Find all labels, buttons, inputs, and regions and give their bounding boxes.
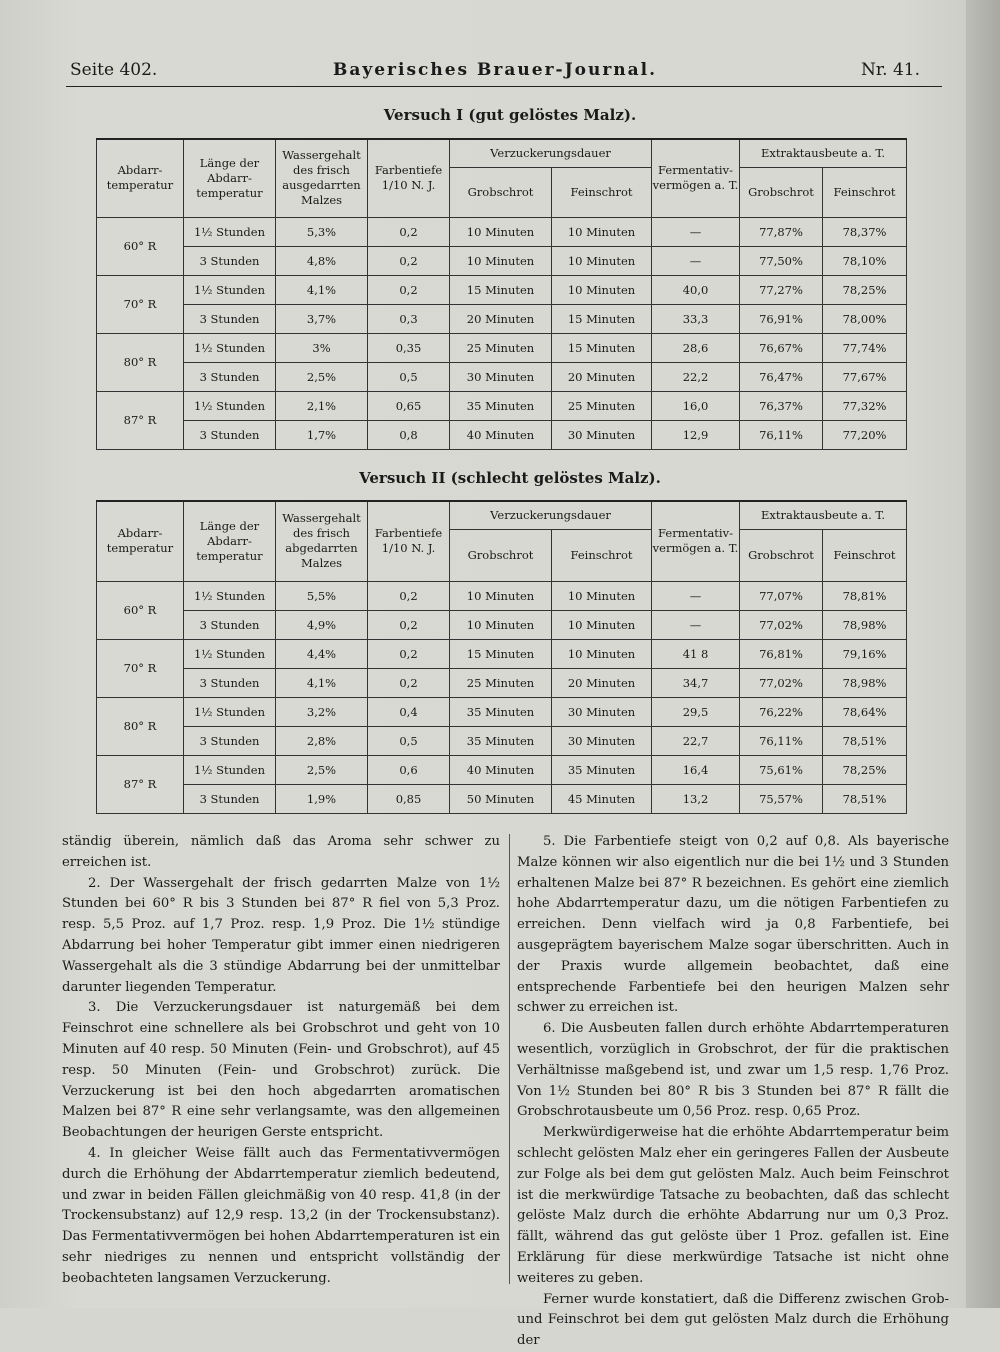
cell-fermentativ: 41 8: [652, 639, 740, 668]
cell-fermentativ: 13,2: [652, 784, 740, 813]
cell-fermentativ: 16,4: [652, 755, 740, 784]
cell-farbentiefe: 0,2: [368, 217, 450, 246]
cell-verzuckerung-fein: 20 Minuten: [552, 668, 652, 697]
cell-fermentativ: 22,2: [652, 362, 740, 391]
cell-farbentiefe: 0,2: [368, 581, 450, 610]
table-row: [97, 304, 907, 333]
cell-extrakt-fein: 78,98%: [823, 668, 907, 697]
cell-verzuckerung-fein: 10 Minuten: [552, 639, 652, 668]
cell-extrakt-fein: 77,32%: [823, 391, 907, 420]
text-column-left: [62, 832, 500, 1290]
cell-extrakt-grob: 75,61%: [740, 755, 823, 784]
cell-extrakt-fein: 78,51%: [823, 726, 907, 755]
table-row: [97, 697, 907, 726]
cell-fermentativ: —: [652, 610, 740, 639]
header-extrakt-grobschrot: Grobschrot: [740, 167, 823, 217]
header-fermentativvermoegen: Fermentativ-vermögen a. T.: [652, 139, 740, 217]
cell-verzuckerung-grob: 15 Minuten: [450, 639, 552, 668]
cell-verzuckerung-fein: 35 Minuten: [552, 755, 652, 784]
paragraph: 6. Die Ausbeuten fallen durch erhöhte Abdarrtemperaturen wesentlich, vorzüglich in Grobschrot, der für die praktischen Verhältnisse maßgebend ist, und zwar um 1,5 resp. 1,76 Proz. Von 1½ Stunden bei 80° R bis 3 Stunden bei 87° R fällt die Grobschrotausbeute um 0,56 Proz. resp. 0,65 Proz.: [517, 1021, 949, 1120]
cell-verzuckerung-fein: 30 Minuten: [552, 697, 652, 726]
paragraph: 5. Die Farbentiefe steigt von 0,2 auf 0,8. Als bayerische Malze können wir also eigentlich nur die bei 1½ und 3 Stunden erhaltenen Malze bei 87° R bezeichnen. Es gehört eine ziemlich hohe Abdarrtemperatur dazu, um die nötigen Farbentiefen zu erreichen. Denn vielfach wird ja 0,8 Farbentiefe, bei ausgeprägtem bayerischem Malze sogar überschritten. Auch in der Praxis wurde allgemein beobachtet, daß eine entsprechende Farbentiefe bei den heurigen Malzen sehr schwer zu erreichen ist.: [517, 834, 949, 1016]
cell-extrakt-fein: 78,25%: [823, 755, 907, 784]
cell-extrakt-grob: 76,81%: [740, 639, 823, 668]
cell-wassergehalt: 4,1%: [276, 668, 368, 697]
cell-fermentativ: 34,7: [652, 668, 740, 697]
cell-laenge: 1½ Stunden: [184, 581, 276, 610]
cell-wassergehalt: 1,7%: [276, 420, 368, 449]
cell-abdarrtemperatur: 60° R: [97, 217, 184, 275]
cell-verzuckerung-fein: 10 Minuten: [552, 246, 652, 275]
cell-extrakt-fein: 78,37%: [823, 217, 907, 246]
cell-wassergehalt: 5,5%: [276, 581, 368, 610]
cell-fermentativ: —: [652, 246, 740, 275]
table-row: [97, 391, 907, 420]
cell-fermentativ: —: [652, 581, 740, 610]
paragraph: 2. Der Wassergehalt der frisch gedarrten Malze von 1½ Stunden bei 60° R bis 3 Stunden bei 87° R fiel von 5,3 Proz. resp. 5,5 Proz. auf 1,7 Proz. resp. 1,9 Proz. Die 1½ stündige Abdarrung bei hoher Temperatur gibt immer einen niedrigeren Wassergehalt als die 3 stündige Abdarrung bei der unmittelbar darunter liegenden Temperatur.: [62, 875, 500, 995]
cell-extrakt-grob: 77,27%: [740, 275, 823, 304]
cell-verzuckerung-grob: 50 Minuten: [450, 784, 552, 813]
cell-wassergehalt: 1,9%: [276, 784, 368, 813]
journal-title: Bayerisches Brauer-Journal.: [332, 60, 658, 80]
cell-farbentiefe: 0,8: [368, 420, 450, 449]
table-row: [97, 755, 907, 784]
table-2: [96, 500, 907, 814]
table-1-title: Versuch I (gut gelöstes Malz).: [383, 106, 637, 124]
cell-verzuckerung-grob: 20 Minuten: [450, 304, 552, 333]
cell-verzuckerung-grob: 35 Minuten: [450, 697, 552, 726]
cell-verzuckerung-fein: 10 Minuten: [552, 610, 652, 639]
cell-farbentiefe: 0,6: [368, 755, 450, 784]
cell-verzuckerung-fein: 10 Minuten: [552, 217, 652, 246]
cell-laenge: 1½ Stunden: [184, 217, 276, 246]
paragraph: 3. Die Verzuckerungsdauer ist naturgemäß bei dem Feinschrot eine schnellere als bei Grobschrot und geht von 10 Minuten auf 40 resp. 50 Minuten (Fein- und Grobschrot), auf 45 resp. 50 Minuten (Fein- und Grobschrot) zurück. Die Verzuckerung ist bei den hoch abgedarrten aromatischen Malzen bei 87° R eine sehr verlangsamte, was den allgemeinen Beobachtungen der heurigen Gerste entspricht.: [62, 1000, 500, 1141]
cell-laenge: 3 Stunden: [184, 784, 276, 813]
table-row: [97, 726, 907, 755]
cell-extrakt-fein: 77,67%: [823, 362, 907, 391]
header-feinschrot: Feinschrot: [552, 167, 652, 217]
cell-farbentiefe: 0,65: [368, 391, 450, 420]
cell-extrakt-fein: 78,81%: [823, 581, 907, 610]
cell-extrakt-fein: 78,10%: [823, 246, 907, 275]
cell-wassergehalt: 2,5%: [276, 362, 368, 391]
header-feinschrot: Feinschrot: [552, 529, 652, 581]
cell-fermentativ: 33,3: [652, 304, 740, 333]
cell-extrakt-fein: 78,00%: [823, 304, 907, 333]
cell-wassergehalt: 2,1%: [276, 391, 368, 420]
header-extrakt-feinschrot: Feinschrot: [823, 167, 907, 217]
cell-abdarrtemperatur: 60° R: [97, 581, 184, 639]
cell-extrakt-grob: 77,87%: [740, 217, 823, 246]
table-row: [97, 217, 907, 246]
cell-laenge: 1½ Stunden: [184, 639, 276, 668]
header-verzuckerungsdauer: Verzuckerungsdauer: [450, 501, 652, 529]
header-grobschrot: Grobschrot: [450, 167, 552, 217]
cell-farbentiefe: 0,5: [368, 362, 450, 391]
cell-verzuckerung-grob: 10 Minuten: [450, 610, 552, 639]
header-extraktausbeute: Extraktausbeute a. T.: [740, 501, 907, 529]
cell-wassergehalt: 2,5%: [276, 755, 368, 784]
cell-extrakt-fein: 77,74%: [823, 333, 907, 362]
header-grobschrot: Grobschrot: [450, 529, 552, 581]
cell-laenge: 3 Stunden: [184, 304, 276, 333]
cell-verzuckerung-grob: 10 Minuten: [450, 581, 552, 610]
page-edge-shadow: [966, 0, 1000, 1308]
cell-verzuckerung-grob: 35 Minuten: [450, 391, 552, 420]
issue-number: Nr. 41.: [861, 60, 920, 80]
header-abdarrtemperatur: Abdarr-temperatur: [97, 139, 184, 217]
paragraph: 4. In gleicher Weise fällt auch das Fermentativvermögen durch die Erhöhung der Abdarrtemperatur ziemlich bedeutend, und zwar in beiden Fällen gleichmäßig von 40 resp. 41,8 (in der Trockensubstanz) auf 12,9 resp. 13,2 (in der Trockensubstanz). Das Fermentativvermögen bei hohen Abdarrtemperaturen ist ein sehr niedriges zu nennen und entspricht vollständig der beobachteten langsamen Verzuckerung.: [62, 1145, 500, 1286]
table-row: [97, 784, 907, 813]
cell-extrakt-fein: 78,25%: [823, 275, 907, 304]
cell-fermentativ: —: [652, 217, 740, 246]
table-row: [97, 362, 907, 391]
header-abdarrtemperatur: Abdarr-temperatur: [97, 501, 184, 581]
cell-abdarrtemperatur: 80° R: [97, 697, 184, 755]
cell-extrakt-grob: 77,07%: [740, 581, 823, 610]
cell-verzuckerung-fein: 30 Minuten: [552, 420, 652, 449]
table-row: [97, 275, 907, 304]
cell-extrakt-fein: 77,20%: [823, 420, 907, 449]
cell-laenge: 1½ Stunden: [184, 697, 276, 726]
cell-extrakt-fein: 78,98%: [823, 610, 907, 639]
cell-verzuckerung-fein: 10 Minuten: [552, 275, 652, 304]
cell-verzuckerung-grob: 25 Minuten: [450, 333, 552, 362]
table-1: [96, 138, 907, 450]
cell-extrakt-grob: 76,91%: [740, 304, 823, 333]
cell-farbentiefe: 0,85: [368, 784, 450, 813]
cell-fermentativ: 12,9: [652, 420, 740, 449]
cell-laenge: 1½ Stunden: [184, 391, 276, 420]
cell-extrakt-fein: 78,51%: [823, 784, 907, 813]
cell-wassergehalt: 4,8%: [276, 246, 368, 275]
header-verzuckerungsdauer: Verzuckerungsdauer: [450, 139, 652, 167]
cell-verzuckerung-grob: 15 Minuten: [450, 275, 552, 304]
header-farbentiefe: Farbentiefe 1/10 N. J.: [368, 139, 450, 217]
table-row: [97, 333, 907, 362]
cell-farbentiefe: 0,4: [368, 697, 450, 726]
cell-farbentiefe: 0,2: [368, 668, 450, 697]
cell-verzuckerung-fein: 45 Minuten: [552, 784, 652, 813]
cell-extrakt-grob: 75,57%: [740, 784, 823, 813]
table-2-title: Versuch II (schlecht gelöstes Malz).: [359, 469, 661, 487]
table-row: [97, 246, 907, 275]
cell-laenge: 3 Stunden: [184, 610, 276, 639]
cell-fermentativ: 28,6: [652, 333, 740, 362]
cell-extrakt-grob: 77,50%: [740, 246, 823, 275]
cell-verzuckerung-grob: 10 Minuten: [450, 246, 552, 275]
cell-extrakt-grob: 76,11%: [740, 726, 823, 755]
table-row: [97, 639, 907, 668]
cell-laenge: 3 Stunden: [184, 420, 276, 449]
cell-farbentiefe: 0,5: [368, 726, 450, 755]
table-2-body: [97, 581, 907, 813]
cell-laenge: 1½ Stunden: [184, 755, 276, 784]
cell-abdarrtemperatur: 70° R: [97, 639, 184, 697]
cell-wassergehalt: 2,8%: [276, 726, 368, 755]
cell-fermentativ: 16,0: [652, 391, 740, 420]
cell-wassergehalt: 3%: [276, 333, 368, 362]
table-row: [97, 420, 907, 449]
header-extrakt-feinschrot: Feinschrot: [823, 529, 907, 581]
cell-laenge: 3 Stunden: [184, 668, 276, 697]
cell-abdarrtemperatur: 70° R: [97, 275, 184, 333]
cell-verzuckerung-fein: 25 Minuten: [552, 391, 652, 420]
cell-farbentiefe: 0,2: [368, 246, 450, 275]
page-header: [70, 60, 920, 86]
cell-extrakt-grob: 76,11%: [740, 420, 823, 449]
cell-laenge: 1½ Stunden: [184, 275, 276, 304]
header-wassergehalt: Wassergehalt des frisch abgedarrten Malzes: [276, 501, 368, 581]
cell-verzuckerung-fein: 15 Minuten: [552, 304, 652, 333]
header-wassergehalt: Wassergehalt des frisch ausgedarrten Malzes: [276, 139, 368, 217]
cell-extrakt-grob: 76,37%: [740, 391, 823, 420]
cell-verzuckerung-fein: 15 Minuten: [552, 333, 652, 362]
table-1-body: [97, 217, 907, 449]
table-row: [97, 668, 907, 697]
paragraph: ständig überein, nämlich daß das Aroma sehr schwer zu erreichen ist.: [62, 834, 500, 870]
cell-wassergehalt: 4,1%: [276, 275, 368, 304]
header-extrakt-grobschrot: Grobschrot: [740, 529, 823, 581]
table-row: [97, 610, 907, 639]
cell-laenge: 3 Stunden: [184, 362, 276, 391]
cell-verzuckerung-fein: 30 Minuten: [552, 726, 652, 755]
cell-verzuckerung-fein: 20 Minuten: [552, 362, 652, 391]
cell-wassergehalt: 4,4%: [276, 639, 368, 668]
cell-fermentativ: 40,0: [652, 275, 740, 304]
cell-wassergehalt: 5,3%: [276, 217, 368, 246]
cell-extrakt-grob: 77,02%: [740, 668, 823, 697]
table-row: [97, 581, 907, 610]
cell-extrakt-grob: 76,67%: [740, 333, 823, 362]
cell-laenge: 1½ Stunden: [184, 333, 276, 362]
cell-farbentiefe: 0,35: [368, 333, 450, 362]
header-fermentativvermoegen: Fermentativ-vermögen a. T.: [652, 501, 740, 581]
cell-verzuckerung-grob: 40 Minuten: [450, 755, 552, 784]
cell-fermentativ: 29,5: [652, 697, 740, 726]
cell-farbentiefe: 0,2: [368, 639, 450, 668]
cell-farbentiefe: 0,3: [368, 304, 450, 333]
cell-wassergehalt: 3,2%: [276, 697, 368, 726]
header-laenge: Länge der Abdarr-temperatur: [184, 501, 276, 581]
paragraph: Merkwürdigerweise hat die erhöhte Abdarrtemperatur beim schlecht gelösten Malz eher ein geringeres Fallen der Ausbeute zur Folge als bei dem gut gelösten Malz. Auch beim Feinschrot ist die merkwürdige Tatsache zu beobachten, daß das schlecht gelöste Malz durch die erhöhte Abdarrung nur um 0,3 Proz. fällt, während das gut gelöste über 1 Proz. gefallen ist. Eine Erklärung für diese merkwürdige Tatsache ist nicht ohne weiteres zu geben.: [517, 1125, 949, 1286]
text-column-right: [517, 832, 949, 1352]
header-extraktausbeute: Extraktausbeute a. T.: [740, 139, 907, 167]
page-number: Seite 402.: [70, 60, 158, 80]
cell-wassergehalt: 3,7%: [276, 304, 368, 333]
cell-wassergehalt: 4,9%: [276, 610, 368, 639]
cell-verzuckerung-grob: 25 Minuten: [450, 668, 552, 697]
cell-extrakt-grob: 76,22%: [740, 697, 823, 726]
cell-verzuckerung-grob: 10 Minuten: [450, 217, 552, 246]
cell-verzuckerung-grob: 35 Minuten: [450, 726, 552, 755]
cell-laenge: 3 Stunden: [184, 726, 276, 755]
cell-laenge: 3 Stunden: [184, 246, 276, 275]
column-divider: [509, 834, 510, 1284]
cell-extrakt-grob: 76,47%: [740, 362, 823, 391]
cell-extrakt-fein: 79,16%: [823, 639, 907, 668]
header-farbentiefe: Farbentiefe 1/10 N. J.: [368, 501, 450, 581]
cell-farbentiefe: 0,2: [368, 610, 450, 639]
cell-extrakt-grob: 77,02%: [740, 610, 823, 639]
cell-abdarrtemperatur: 87° R: [97, 755, 184, 813]
cell-verzuckerung-fein: 10 Minuten: [552, 581, 652, 610]
cell-abdarrtemperatur: 87° R: [97, 391, 184, 449]
header-laenge: Länge der Abdarr-temperatur: [184, 139, 276, 217]
cell-verzuckerung-grob: 30 Minuten: [450, 362, 552, 391]
cell-farbentiefe: 0,2: [368, 275, 450, 304]
cell-verzuckerung-grob: 40 Minuten: [450, 420, 552, 449]
header-rule: [66, 86, 942, 87]
cell-abdarrtemperatur: 80° R: [97, 333, 184, 391]
paragraph: Ferner wurde konstatiert, daß die Differenz zwischen Grob- und Feinschrot bei dem gut gelösten Malz durch die Erhöhung der: [517, 1291, 949, 1349]
cell-extrakt-fein: 78,64%: [823, 697, 907, 726]
cell-fermentativ: 22,7: [652, 726, 740, 755]
